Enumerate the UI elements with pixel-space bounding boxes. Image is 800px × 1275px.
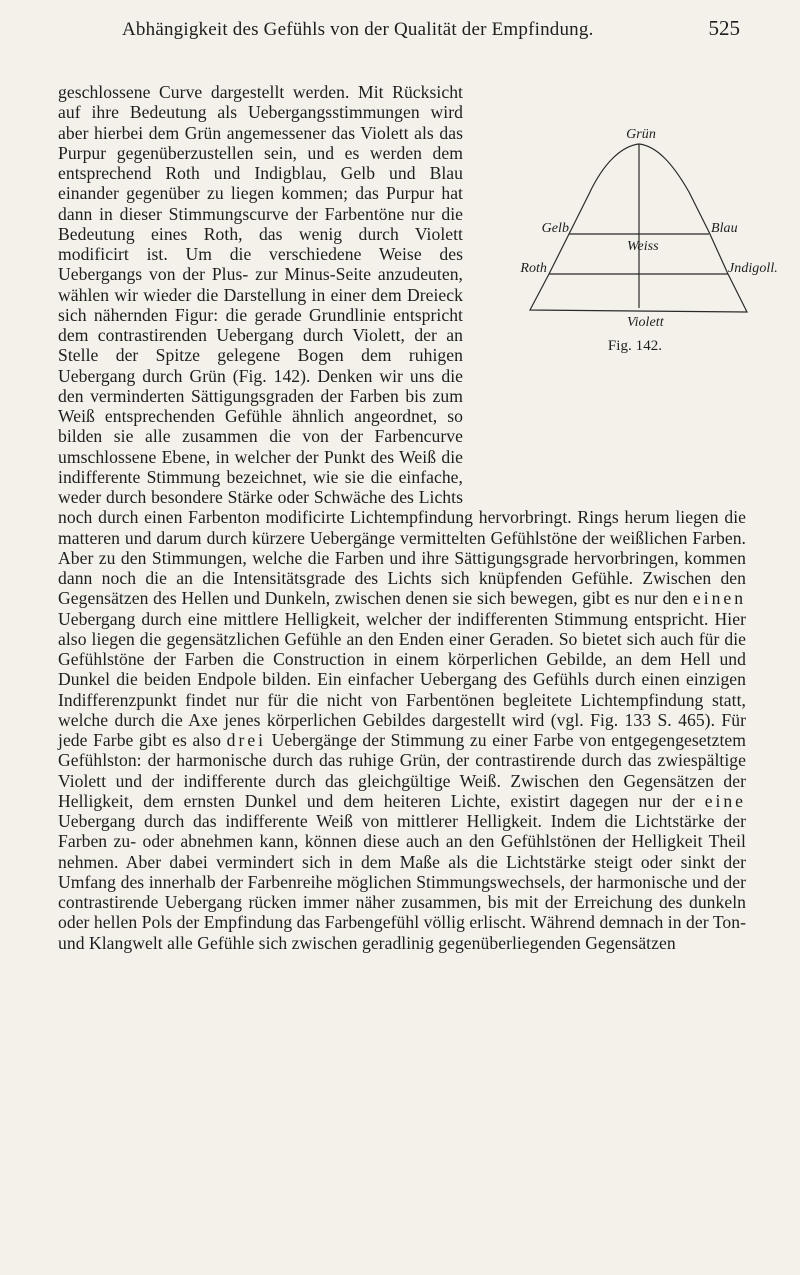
page-header: [116, 16, 740, 46]
emphasis-einen: einen: [692, 588, 746, 609]
emphasis-eine: eine: [704, 790, 746, 811]
text-part-2: Uebergang durch eine mittlere Helligkeit, welcher der indifferenten Stimmung entspricht. Hier also liegen die gegensätzlichen Gefühle an den Enden einer Geraden. So bietet sich auch für die Gefühlstöne der Farben die Construction in einem körperlichen Gebilde, an dem Hell und Dunkel die beiden Endpole bilden. Ein einfacher Uebergang des Gefühls durch einen einzigen Indifferenzpunkt findet nur für die nicht von Farbentönen begleitete Lichtempfindung statt, welche durch die Axe jenes körperlichen Gebildes dargestellt wird (vgl. Fig. 133 S. 465). Für jede Farbe gibt es also: [58, 608, 746, 750]
text-part-4: Uebergang durch das indifferente Weiß von mittlerer Helligkeit. Indem die Lichtstärke der Farben zu- oder abnehmen kann, können diese auch an den Gefühlstönen der Helligkeit Theil nehmen. Aber dabei vermindert sich in dem Maße als die Lichtstärke steigt oder sinkt der Umfang des innerhalb der Farbenreihe möglichen Stimmungswechsels, der harmonische und der contrastirende Uebergang rücken immer näher zusammen, bis mit der Erreichung des dunkeln oder hellen Pols der Empfindung das Farbengefühl völlig erlischt. Während demnach in der Ton- und Klangwelt alle Gefühle sich zwischen geradlinig gegenüberliegenden Gegensätzen: [58, 811, 746, 953]
label-weiss: Weiss: [627, 239, 659, 254]
label-roth: Roth: [520, 261, 547, 276]
page-number: 525: [708, 16, 740, 40]
label-gelb: Gelb: [541, 221, 569, 236]
text-part-3: Uebergänge der Stimmung zu einer Farbe von entgegengesetztem Gefühlston: der harmonische durch das ruhige Grün, der contrastirende durch das zwiespältige Violett und der indifferente durch das gleichgültige Weiß. Zwischen den Gegensätzen der Helligkeit, dem ernsten Dunkel und dem heiteren Lichte, existirt dagegen nur der: [58, 730, 746, 811]
running-title: Abhängigkeit des Gefühls von der Qualität der Empfindung.: [122, 19, 594, 40]
label-violett: Violett: [627, 315, 664, 330]
label-gruen: Grün: [626, 127, 656, 142]
label-indigo: Jndigoll.: [728, 261, 778, 276]
figure-caption: Fig. 142.: [607, 338, 663, 354]
label-blau: Blau: [711, 221, 738, 236]
emphasis-drei: drei: [226, 730, 267, 750]
body-text: [58, 82, 778, 953]
color-feeling-diagram: [475, 82, 778, 492]
figure-142: [475, 82, 778, 492]
text-part-1: geschlossene Curve dargestellt werden. Mit Rücksicht auf ihre Bedeutung als Uebergangsstimmungen wird aber hierbei dem Grün angemessener das Violett als das Purpur gegenüberzustellen sein, und es werden dem entsprechend Roth und Indigblau, Gelb und Blau einander gegenüber zu liegen kommen; das Purpur hat dann in dieser Stimmungscurve der Farbentöne nur die Bedeutung eines Roth, das wenig durch Violett modificirt ist. Um die verschiedene Weise des Uebergangs von der Plus- zur Minus-Seite anzudeuten, wählen wir wieder die Darstellung in einer dem Dreieck sich nähernden Figur: die gerade Grundlinie entspricht dem contrastirenden Uebergang durch Violett, der an Stelle der Spitze gelegene Bogen dem ruhigen Uebergang durch Grün (Fig. 142). Denken wir uns die den verminderten Sättigungsgraden der Farben bis zum Weiß entsprechenden Gefühle ähnlich angeordnet, so bilden sie alle zusammen die von der Farbencurve umschlossene Ebene, in welcher der Punkt des Weiß die indifferente Stimmung bezeichnet, wie sie die einfache, weder durch besondere Stärke oder Schwäche des Lichts noch durch einen Farbenton modificirte Lichtempfindung hervorbringt. Rings herum liegen die matteren und darum durch kürzere Uebergänge vermittelten Gefühlstöne der weißlichen Farben. Aber zu den Stimmungen, welche die Farben und ihre Sättigungsgrade hervorbringen, kommen dann noch die an die Intensitätsgrade des Lichts sich knüpfenden Gefühle. Zwischen den Gegensätzen des Hellen und Dunkeln, zwischen denen sie sich bewegen, gibt es nur den: [58, 82, 746, 609]
